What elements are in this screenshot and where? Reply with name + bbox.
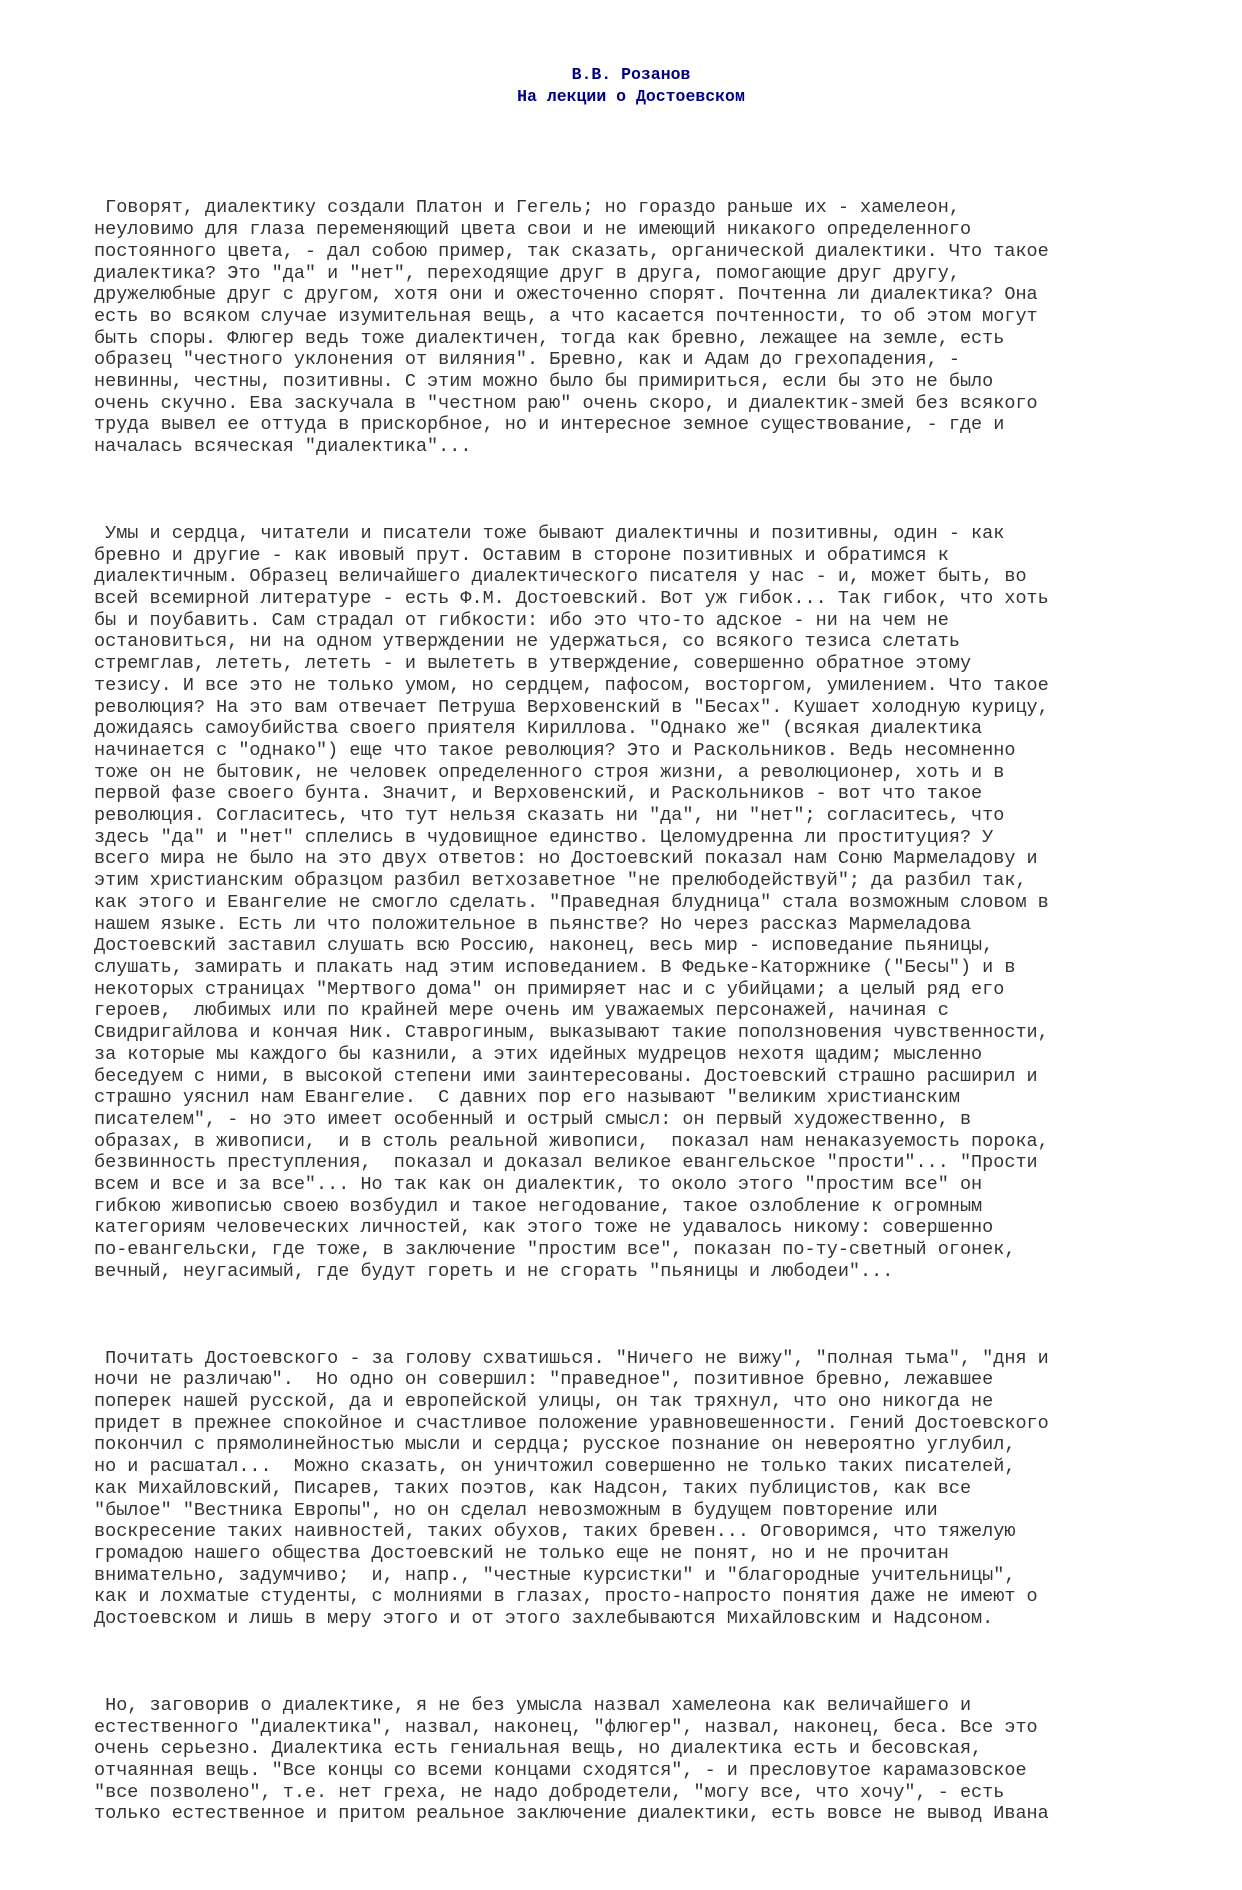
document-page [94, 64, 1168, 1890]
document-header [94, 64, 1168, 108]
author-name: В.В. Розанов [571, 65, 691, 84]
document-title: На лекции о Достоевском [517, 87, 745, 106]
document-body [94, 154, 1168, 1890]
paragraph-2: Умы и сердца, читатели и писатели тоже бывают диалектичны и позитивны, один - как бревно и другие - как ивовый прут. Оставим в стороне позитивных и обратимся к диалектичным. Образец величайшего диалектического писателя у нас - и, может быть, во всей всемирной литературе - есть Ф.М. Достоевский. Вот уж гибок... Так гибок, что хоть бы и поубавить. Сам страдал от гибкости: ибо это что-то адское - ни на чем не остановиться, ни на одном утверждении не удержаться, со всякого тезиса слетать стремглав, лететь, лететь - и вылететь в утверждение, совершенно обратное этому тезису. И все это не только умом, но сердцем, пафосом, восторгом, умилением. Что такое революция? На это вам отвечает Петруша Верховенский в "Бесах". Кушает холодную курицу, дожидаясь самоубийства своего приятеля Кириллова. "Однако же" (всякая диалектика начинается с "однако") еще что такое революция? Это и Раскольников. Ведь несомненно тоже он не бытовик, не человек определенного строя жизни, а революционер, хоть и в первой фазе своего бунта. Значит, и Верховенский, и Раскольников - вот что такое революция. Согласитесь, что тут нельзя сказать ни "да", ни "нет"; согласитесь, что здесь "да" и "нет" сплелись в чудовищное единство. Целомудренна ли проституция? У всего мира не было на это двух ответов: но Достоевский показал нам Соню Мармеладову и этим христианским образцом разбил ветхозаветное "не прелюбодействуй"; да разбил так, как этого и Евангелие не смогло сделать. "Праведная блудница" стала возможным словом в нашем языке. Есть ли что положительное в пьянстве? Но через рассказ Мармеладова Достоевский заставил слушать всю Россию, наконец, весь мир - исповедание пьяницы, слушать, замирать и плакать над этим исповеданием. В Федьке-Каторжнике ("Бесы") и в некоторых страницах "Мертвого дома" он примиряет нас и с убийцами; а целый ряд его героев, любимых или по крайней мере очень им уважаемых персонажей, начиная с Свидригайлова и кончая Ник. Ставрогиным, выказывают такие поползновения чувственности, за которые мы каждого бы казнили, а этих идейных мудрецов нехотя щадим; мысленно беседуем с ними, в высокой степени ими заинтересованы. Достоевский страшно расширил и страшно уяснил нам Евангелие. С давних пор его называют "великим христианским писателем", - но это имеет особенный и острый смысл: он первый художественно, в образах, в живописи, и в столь реальной живописи, показал нам ненаказуемость порока, безвинность преступления, показал и доказал великое евангельское "прости"... "Прости всем и все и за все"... Но так как он диалектик, то около этого "простим все" он гибкою живописью своею возбудил и такое негодование, такое озлобление к огромным категориям человеческих личностей, как этого тоже не удавалось никому: совершенно по-евангельски, где тоже, в заключение "простим все", показан по-ту-светный огонек, вечный, неугасимый, где будут гореть и не сгорать "пьяницы и любодеи"... [94, 522, 1049, 1282]
paragraph-4: Но, заговорив о диалектике, я не без умысла назвал хамелеона как величайшего и естественного "диалектика", назвал, наконец, "флюгер", назвал, наконец, беса. Все это очень серьезно. Диалектика есть гениальная вещь, но диалектика есть и бесовская, отчаянная вещь. "Все концы со всеми концами сходятся", - и пресловутое карамазовское "все позволено", т.е. нет греха, не надо добродетели, "могу все, что хочу", - есть только естественное и притом реальное заключение диалектики, есть вовсе не вывод Ивана [94, 1694, 1049, 1825]
paragraph-3: Почитать Достоевского - за голову схватишься. "Ничего не вижу", "полная тьма", "дня и ночи не различаю". Но одно он совершил: "праведное", позитивное бревно, лежавшее поперек нашей русской, да и европейской улицы, он так тряхнул, что оно никогда не придет в прежнее спокойное и счастливое положение уравновешенности. Гений Достоевского покончил с прямолинейностью мысли и сердца; русское познание он невероятно углубил, но и расшатал... Можно сказать, он уничтожил совершенно не только таких писателей, как Михайловский, Писарев, таких поэтов, как Надсон, таких публицистов, как все "былое" "Вестника Европы", но он сделал невозможным в будущем повторение или воскресение таких наивностей, таких обухов, таких бревен... Оговоримся, что тяжелую громадою нашего общества Достоевский не только еще не понят, но и не прочитан внимательно, задумчиво; и, напр., "честные курсистки" и "благородные учительницы", как и лохматые студенты, с молниями в глазах, просто-напросто понятия даже не имеют о Достоевском и лишь в меру этого и от этого захлебываются Михайловским и Надсоном. [94, 1347, 1049, 1630]
paragraph-1: Говорят, диалектику создали Платон и Гегель; но гораздо раньше их - хамелеон, неуловимо для глаза переменяющий цвета свои и не имеющий никакого определенного постоянного цвета, - дал собою пример, так сказать, органической диалектики. Что такое диалектика? Это "да" и "нет", переходящие друг в друга, помогающие друг другу, дружелюбные друг с другом, хотя они и ожесточенно спорят. Почтенна ли диалектика? Она есть во всяком случае изумительная вещь, а что касается почтенности, то об этом могут быть споры. Флюгер ведь тоже диалектичен, тогда как бревно, лежащее на земле, есть образец "честного уклонения от виляния". Бревно, как и Адам до грехопадения, - невинны, честны, позитивны. С этим можно было бы примириться, если бы это не было очень скучно. Ева заскучала в "честном раю" очень скоро, и диалектик-змей без всякого труда вывел ее оттуда в прискорбное, но и интересное земное существование, - где и началась всяческая "диалектика"... [94, 197, 1049, 458]
